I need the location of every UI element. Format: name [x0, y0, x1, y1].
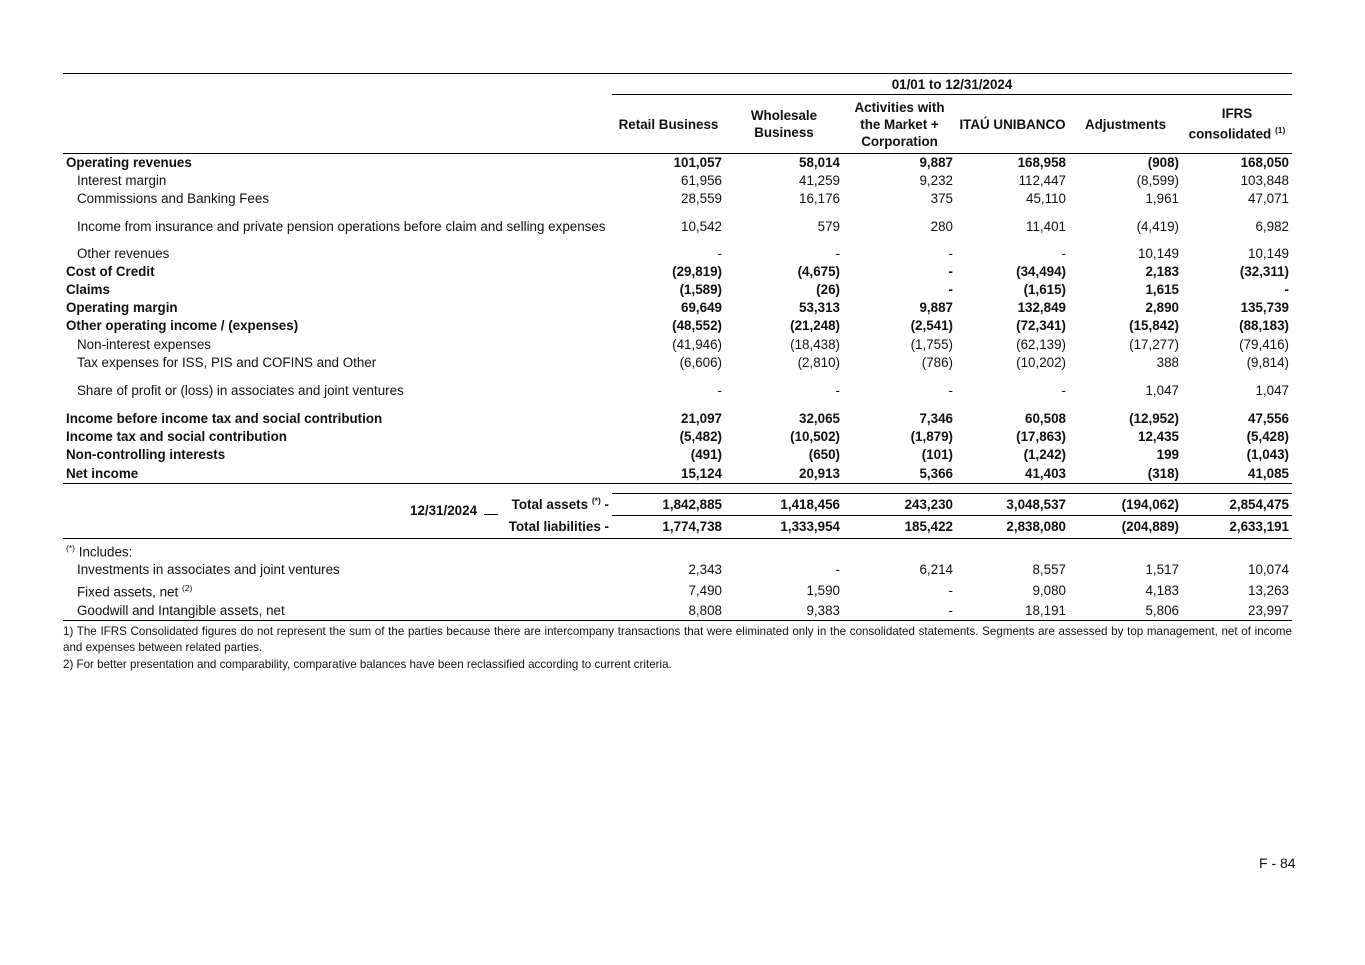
cell-value: -: [948, 282, 953, 298]
cell-value: (491): [690, 447, 722, 463]
cell-value: (1,589): [679, 282, 722, 298]
cell-value: 9,887: [919, 300, 953, 316]
cell-value: (17,277): [1129, 336, 1179, 352]
row-label: Income before income tax and social contribution: [66, 410, 383, 426]
includes-row: [63, 561, 1292, 579]
cell-value: 9,080: [1032, 582, 1066, 598]
cell-value: 2,343: [688, 562, 722, 578]
cell-value: (2,810): [797, 354, 840, 370]
cell-value: 41,403: [956, 464, 1069, 483]
cell-value: 8,808: [612, 602, 725, 621]
cell-value: (650): [808, 447, 840, 463]
cell-value: 69,649: [681, 300, 722, 316]
col-header-ifrs-consolidated: IFRS consolidated $^{(1)}$: [1182, 95, 1292, 154]
cell-value: (12,952): [1129, 410, 1179, 426]
row-label: Non-interest expenses: [77, 336, 211, 352]
row-label: Cost of Credit: [66, 263, 155, 279]
cell-value: -: [948, 582, 953, 598]
row-label: Non-controlling interests: [66, 447, 226, 463]
cell-value: 135,739: [1240, 300, 1289, 316]
includes-rows: [63, 561, 1292, 620]
col-header-retail: Retail Business: [612, 95, 725, 154]
cell-value: -: [717, 382, 722, 398]
cell-value: 1,590: [806, 582, 840, 598]
total-assets-value: 243,230: [843, 493, 956, 515]
cell-value: 101,057: [673, 155, 722, 171]
cell-value: 45,110: [1026, 191, 1066, 207]
col-header-market-corporation: Activities with the Market + Corporation: [843, 95, 956, 154]
cell-value: 2,183: [1145, 263, 1179, 279]
footnote-1: 1) The IFRS Consolidated figures do not represent the sum of the parties because there are intercompany transactions that were eliminated only in the consolidated statements. Segments are assessed by top management, net of income and expenses between related parties.: [63, 624, 1292, 655]
total-assets-label: Total assets (*) -: [511, 495, 609, 513]
cell-value: (10,202): [1016, 354, 1066, 370]
cell-value: 61,956: [681, 173, 722, 189]
cell-value: -: [1061, 382, 1066, 398]
table-row: [63, 263, 1292, 281]
includes-row-label: Goodwill and Intangible assets, net: [63, 602, 612, 621]
cell-value: (88,183): [1239, 318, 1289, 334]
cell-value: 47,556: [1248, 410, 1289, 426]
income-rows: [63, 154, 1292, 484]
cell-value: 6,214: [919, 562, 953, 578]
cell-value: 388: [1156, 354, 1179, 370]
cell-value: -: [948, 382, 953, 398]
cell-value: 53,313: [799, 300, 840, 316]
col-header-itau-unibanco: ITAÚ UNIBANCO: [956, 95, 1069, 154]
cell-value: 18,191: [956, 602, 1069, 621]
cell-value: (21,248): [790, 318, 840, 334]
cell-value: (1,043): [1246, 447, 1289, 463]
total-liabilities-value: 1,333,954: [725, 515, 843, 538]
includes-row-label: Investments in associates and joint ventures: [77, 562, 340, 578]
cell-value: (48,552): [672, 318, 722, 334]
cell-value: 41,085: [1182, 464, 1292, 483]
cell-value: (1,242): [1023, 447, 1066, 463]
cell-value: 9,232: [919, 173, 953, 189]
balance-date: 12/31/2024: [410, 503, 478, 519]
footnotes: [63, 624, 1292, 674]
cell-value: (32,311): [1239, 263, 1289, 279]
cell-value: 103,848: [1240, 173, 1289, 189]
cell-value: 41,259: [799, 173, 840, 189]
cell-value: 15,124: [612, 464, 725, 483]
cell-value: 168,050: [1240, 155, 1289, 171]
total-liabilities-value: 2,633,191: [1182, 515, 1292, 538]
row-label: Income from insurance and private pension operations before claim and selling expenses: [77, 218, 606, 234]
cell-value: 1,615: [1145, 282, 1179, 298]
total-assets-value: 2,854,475: [1182, 493, 1292, 515]
row-label: Operating revenues: [66, 155, 192, 171]
total-liabilities-value: 1,774,738: [612, 515, 725, 538]
cell-value: (9,814): [1246, 354, 1289, 370]
row-label: Tax expenses for ISS, PIS and COFINS and Other: [77, 354, 377, 370]
cell-value: 5,366: [843, 464, 956, 483]
cell-value: -: [717, 245, 722, 261]
cell-value: 28,559: [681, 191, 722, 207]
total-assets-value: (194,062): [1069, 493, 1182, 515]
cell-value: (10,502): [790, 429, 840, 445]
cell-value: (4,419): [1136, 218, 1179, 234]
page-number: F - 84: [1259, 855, 1296, 871]
cell-value: (1,879): [910, 429, 953, 445]
cell-value: (2,541): [910, 318, 953, 334]
cell-value: 58,014: [799, 155, 840, 171]
cell-value: (26): [816, 282, 840, 298]
cell-value: 10,149: [1248, 245, 1289, 261]
includes-row: [63, 579, 1292, 601]
period-header: 01/01 to 12/31/2024: [612, 74, 1292, 95]
cell-value: 20,913: [725, 464, 843, 483]
cell-value: (5,482): [679, 429, 722, 445]
cell-value: 1,047: [1255, 382, 1289, 398]
cell-value: -: [835, 562, 840, 578]
cell-value: (1,755): [910, 336, 953, 352]
cell-value: 132,849: [1017, 300, 1066, 316]
cell-value: 168,958: [1017, 155, 1066, 171]
table-row: [63, 245, 1292, 263]
cell-value: (18,438): [790, 336, 840, 352]
table-row: [63, 317, 1292, 335]
cell-value: 112,447: [1018, 173, 1066, 189]
table-row: [63, 428, 1292, 446]
cell-value: (41,946): [672, 336, 722, 352]
cell-value: 23,997: [1182, 602, 1292, 621]
cell-value: 16,176: [799, 191, 840, 207]
cell-value: (101): [921, 447, 953, 463]
total-liabilities-value: (204,889): [1069, 515, 1182, 538]
row-label: Other operating income / (expenses): [66, 318, 299, 334]
table-row: [63, 336, 1292, 354]
total-liabilities-label: Total liabilities -: [508, 518, 609, 534]
cell-value: 5,806: [1069, 602, 1182, 621]
cell-value: -: [835, 245, 840, 261]
table-row: [63, 372, 1292, 410]
cell-value: (5,428): [1246, 429, 1289, 445]
cell-value: -: [948, 263, 953, 279]
cell-value: 8,557: [1032, 562, 1066, 578]
cell-value: 10,542: [681, 218, 722, 234]
cell-value: 10,074: [1248, 562, 1289, 578]
row-label: Other revenues: [77, 245, 170, 261]
total-assets-value: 1,418,456: [725, 493, 843, 515]
balance-rows: [63, 483, 1292, 561]
cell-value: -: [843, 602, 956, 621]
cell-value: -: [948, 245, 953, 261]
cell-value: -: [835, 382, 840, 398]
cell-value: 47,071: [1248, 191, 1289, 207]
table-row: [63, 172, 1292, 190]
table-row: [63, 446, 1292, 464]
col-header-adjustments: Adjustments: [1069, 95, 1182, 154]
cell-value: 9,887: [919, 155, 953, 171]
table-row: [63, 299, 1292, 317]
table-row: [63, 154, 1292, 173]
cell-value: 375: [930, 191, 953, 207]
cell-value: 1,047: [1145, 382, 1179, 398]
cell-value: (786): [921, 354, 953, 370]
cell-value: 21,097: [681, 410, 722, 426]
includes-label: (*) Includes:: [66, 542, 133, 560]
cell-value: 2,890: [1145, 300, 1179, 316]
cell-value: -: [1284, 282, 1289, 298]
cell-value: 9,383: [725, 602, 843, 621]
table-row: [63, 464, 1292, 483]
cell-value: 199: [1156, 447, 1179, 463]
cell-value: (318): [1069, 464, 1182, 483]
cell-value: 10,149: [1138, 245, 1179, 261]
total-liabilities-value: 2,838,080: [956, 515, 1069, 538]
cell-value: 6,982: [1255, 218, 1289, 234]
cell-value: 4,183: [1145, 582, 1179, 598]
cell-value: (17,863): [1016, 429, 1066, 445]
segment-table-section: [63, 73, 1292, 673]
cell-value: (62,139): [1016, 336, 1066, 352]
cell-value: 7,490: [688, 582, 722, 598]
cell-value: (29,819): [672, 263, 722, 279]
cell-value: 1,517: [1145, 562, 1179, 578]
row-label: Share of profit or (loss) in associates and joint ventures: [77, 382, 404, 398]
cell-value: 13,263: [1248, 582, 1289, 598]
footnote-2: 2) For better presentation and comparability, comparative balances have been reclassified according to current criteria.: [63, 657, 672, 671]
cell-value: 12,435: [1138, 429, 1179, 445]
cell-value: (4,675): [797, 263, 840, 279]
cell-value: (79,416): [1239, 336, 1289, 352]
table-row: [63, 354, 1292, 372]
cell-value: (1,615): [1023, 282, 1066, 298]
cell-value: 11,401: [1026, 218, 1066, 234]
row-label: Claims: [66, 282, 110, 298]
row-label: Net income: [63, 464, 612, 483]
cell-value: 579: [817, 218, 840, 234]
row-label: Operating margin: [66, 300, 178, 316]
includes-heading-row: [63, 538, 1292, 561]
cell-value: -: [1061, 245, 1066, 261]
row-label: Income tax and social contribution: [66, 429, 287, 445]
cell-value: (15,842): [1129, 318, 1179, 334]
col-header-wholesale: Wholesale Business: [725, 95, 843, 154]
total-assets-value: 3,048,537: [956, 493, 1069, 515]
total-assets-value: 1,842,885: [612, 493, 725, 515]
total-liabilities-row: [63, 515, 1292, 538]
cell-value: 60,508: [1025, 410, 1066, 426]
includes-row-label: Fixed assets, net $^{(2)}$: [77, 583, 193, 600]
cell-value: 32,065: [799, 410, 840, 426]
cell-value: (6,606): [679, 354, 722, 370]
cell-value: (8,599): [1136, 173, 1179, 189]
cell-value: (908): [1147, 155, 1179, 171]
table-row: [63, 190, 1292, 208]
total-assets-row: [63, 493, 1292, 515]
cell-value: (34,494): [1016, 263, 1066, 279]
row-label: Commissions and Banking Fees: [77, 191, 270, 207]
cell-value: 7,346: [919, 410, 953, 426]
cell-value: 280: [930, 218, 953, 234]
segment-results-table: [63, 73, 1292, 621]
cell-value: (72,341): [1016, 318, 1066, 334]
total-liabilities-value: 185,422: [843, 515, 956, 538]
includes-row: [63, 602, 1292, 621]
table-row: [63, 410, 1292, 428]
table-row: [63, 209, 1292, 245]
cell-value: 1,961: [1145, 191, 1179, 207]
table-row: [63, 281, 1292, 299]
row-label: Interest margin: [77, 173, 167, 189]
